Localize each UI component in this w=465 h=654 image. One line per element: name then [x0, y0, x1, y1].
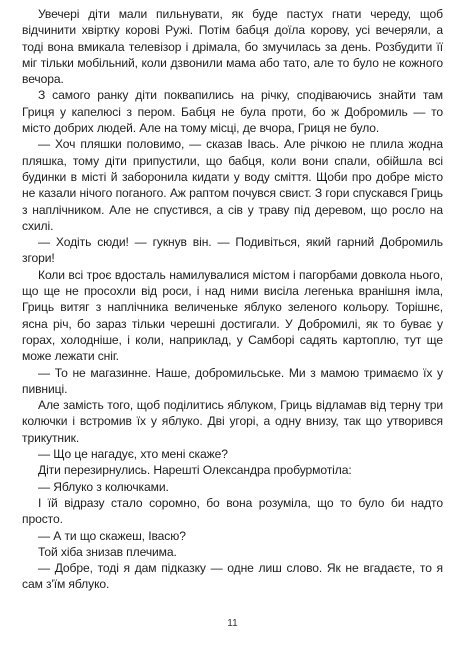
- paragraph: З самого ранку діти поквапились на річку, сподіваючись знайти там Гриця у капелюсі з пером. Бабця не була проти, бо ж Добромиль — то місто добрих людей. Але на тому місці, де вчора, Гриця не було.: [22, 88, 443, 136]
- paragraph: — Добре, тоді я дам підказку — одне лиш слово. Як не вгадаєте, то я сам з'їм яблуко.: [22, 561, 443, 592]
- paragraph: — Ходіть сюди! — гукнув він. — Подивіться, який гарний Добромиль згори!: [22, 235, 443, 266]
- paragraph: — Що це нагадує, хто мені скаже?: [38, 447, 228, 462]
- paragraph: — Яблуко з колючками.: [38, 479, 169, 494]
- paragraph: — Хоч пляшки половимо, — сказав Івась. Але річкою не плила жодна пляшка, тому діти припустили, що бабця, коли вони спали, обійшла всі будинки в місті й заборонила кидати у воду сміття. Щоби про добре місто не казали нічого поганого. Аж раптом почувся свист. З гори спускався Гриць з наплічником. Але не спустився, а сів у траву під деревом, що росло на схилі.: [22, 137, 443, 233]
- paragraph: І їй відразу стало соромно, бо вона розуміла, що то було би надто просто.: [22, 495, 443, 527]
- paragraph: Коли всі троє вдосталь намилувалися містом і пагорбами довкола нього, що ще не просохли від роси, і над ними висіла легенька вранішня імла, Гриць витяг з наплічника величеньке яблуко зеленого кольору. Торішнє, ясна річ, бо зараз тільки черешні достигали. У Добромилі, як то буває у горах, холодніше, і коли, наприклад, у Самборі садять картоплю, тут ще може лежати сніг.: [22, 267, 443, 364]
- paragraph: Але замість того, щоб поділитись яблуком, Гриць відламав від терну три колючки і встромив їх у яблуко. Дві угорі, а одну внизу, так що утворився трикутник.: [22, 398, 443, 445]
- paragraph: — То не магазинне. Наше, добромильське. Ми з мамою тримаємо їх у пивниці.: [22, 365, 443, 396]
- paragraph: Той хіба знизав плечима.: [38, 544, 177, 559]
- page-number: 11: [227, 618, 238, 629]
- paragraph: Увечері діти мали пильнувати, як буде пастух гнати череду, щоб відчинити хвіртку корові Ружі. Потім бабця доїла корову, усі вечеряли, а тоді вона вмикала телевізор і дрімала, бо змучилась за день. Розбудити її міг тільки мобільний, коли дзвонили мама або тато, але то було не кожного вечора.: [22, 7, 443, 87]
- paragraph: Діти перезирнулись. Нарешті Олександра пробурмотіла:: [38, 463, 352, 478]
- page-text: [22, 6, 443, 606]
- paragraph: — А ти що скажеш, Івасю?: [38, 528, 186, 543]
